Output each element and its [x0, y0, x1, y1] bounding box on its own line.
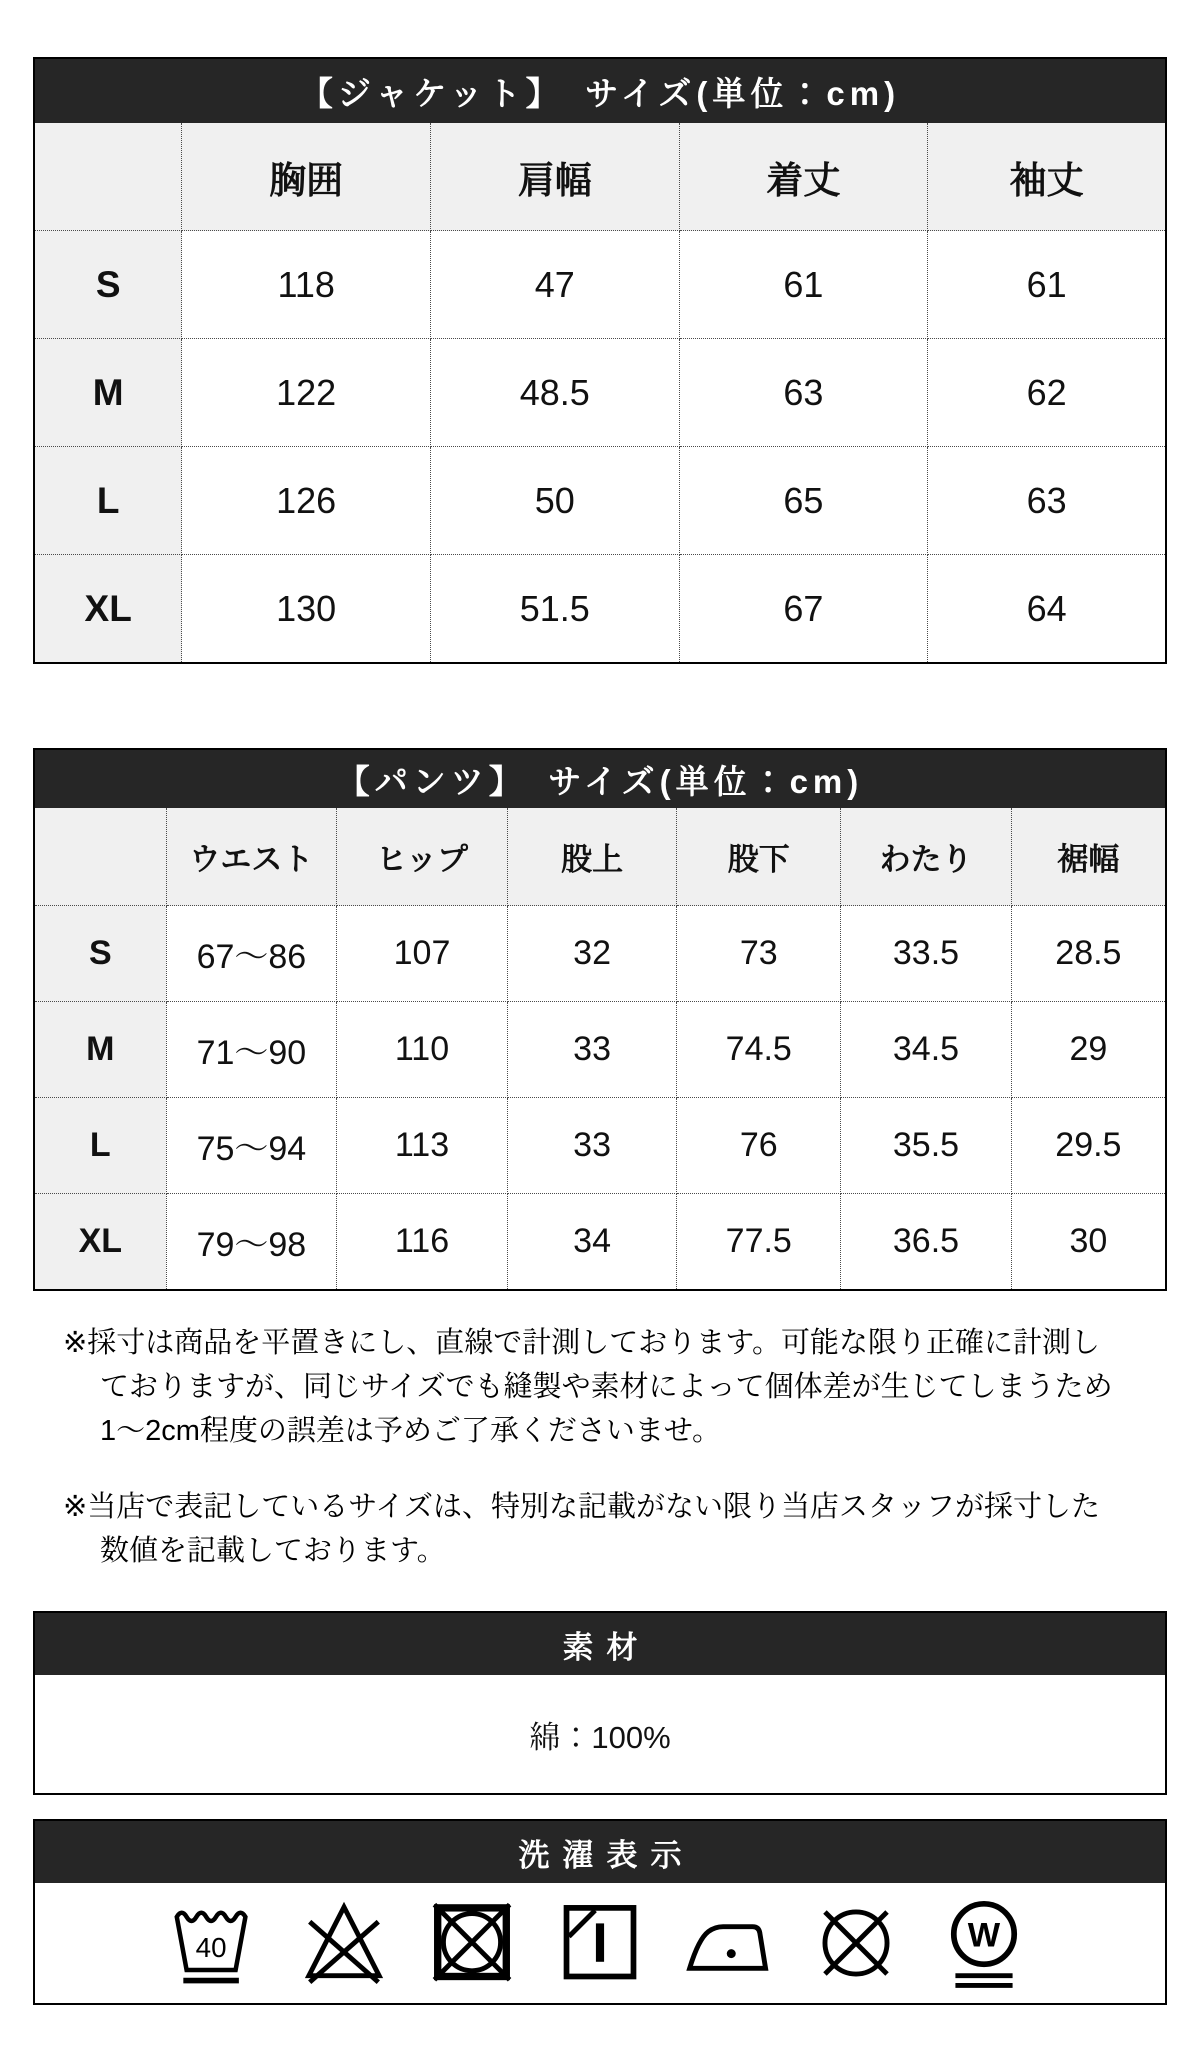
material-title: 素材 — [35, 1613, 1165, 1675]
column-header-thigh: わたり — [841, 808, 1012, 906]
size-cell: 110 — [337, 1002, 508, 1098]
pants-row-m — [35, 1002, 1165, 1098]
wash-temp-label: 40 — [195, 1931, 227, 1963]
row-label: S — [35, 231, 182, 339]
size-cell: 62 — [928, 339, 1165, 447]
size-cell: 61 — [928, 231, 1165, 339]
row-label: M — [35, 1002, 166, 1098]
row-label: M — [35, 339, 182, 447]
size-cell: 61 — [679, 231, 928, 339]
wet-clean-letter: W — [967, 1916, 1001, 1955]
size-cell: 32 — [507, 906, 677, 1002]
size-cell: 35.5 — [841, 1098, 1012, 1194]
column-header-rise: 股上 — [507, 808, 677, 906]
size-cell: 33.5 — [841, 906, 1012, 1002]
size-cell: 65 — [679, 447, 928, 555]
pants-header-row — [35, 808, 1165, 906]
pants-size-panel — [33, 748, 1167, 1291]
size-cell: 71～90 — [166, 1002, 337, 1098]
row-label: L — [35, 447, 182, 555]
jacket-row-l — [35, 447, 1165, 555]
laundry-panel — [33, 1819, 1167, 2005]
do-not-bleach-icon — [299, 1894, 389, 1992]
column-header-shoulder: 肩幅 — [430, 123, 679, 231]
line-dry-in-shade-icon — [555, 1894, 645, 1992]
note-line: ※当店で表記しているサイズは、特別な記載がない限り当店スタッフが採寸した — [63, 1491, 1100, 1523]
row-label: XL — [35, 1194, 166, 1290]
size-cell: 30 — [1011, 1194, 1165, 1290]
size-cell: 50 — [430, 447, 679, 555]
column-header-length: 着丈 — [679, 123, 928, 231]
jacket-size-panel — [33, 57, 1167, 664]
do-not-dry-clean-icon — [811, 1894, 901, 1992]
size-cell: 64 — [928, 555, 1165, 663]
size-cell: 79～98 — [166, 1194, 337, 1290]
jacket-size-table — [35, 123, 1165, 662]
column-header-hip: ヒップ — [337, 808, 508, 906]
note-staff-measured — [63, 1485, 1157, 1573]
iron-low-heat-icon — [683, 1894, 773, 1992]
size-cell: 73 — [677, 906, 841, 1002]
note-line: ※採寸は商品を平置きにし、直線で計測しております。可能な限り正確に計測し — [63, 1327, 1100, 1359]
pants-row-s — [35, 906, 1165, 1002]
jacket-row-s — [35, 231, 1165, 339]
wet-clean-gentle-icon — [939, 1894, 1029, 1992]
note-measurement-accuracy — [63, 1321, 1157, 1453]
jacket-header-row — [35, 123, 1165, 231]
size-cell: 76 — [677, 1098, 841, 1194]
size-cell: 126 — [182, 447, 431, 555]
pants-table-title: 【パンツ】 サイズ(単位：cm) — [35, 750, 1165, 808]
jacket-row-m — [35, 339, 1165, 447]
size-cell: 51.5 — [430, 555, 679, 663]
pants-row-l — [35, 1098, 1165, 1194]
size-cell: 130 — [182, 555, 431, 663]
size-cell: 33 — [507, 1002, 677, 1098]
size-cell: 77.5 — [677, 1194, 841, 1290]
size-cell: 29.5 — [1011, 1098, 1165, 1194]
note-line: 数値を記載しております。 — [100, 1535, 446, 1567]
size-cell: 36.5 — [841, 1194, 1012, 1290]
care-symbols-row — [35, 1883, 1165, 2003]
size-cell: 34.5 — [841, 1002, 1012, 1098]
laundry-title: 洗濯表示 — [35, 1821, 1165, 1883]
material-value: 綿：100% — [529, 1719, 671, 1755]
size-cell: 67 — [679, 555, 928, 663]
size-cell: 67～86 — [166, 906, 337, 1002]
jacket-table-title: 【ジャケット】 サイズ(単位：cm) — [35, 59, 1165, 123]
column-header-hem: 裾幅 — [1011, 808, 1165, 906]
size-cell: 75～94 — [166, 1098, 337, 1194]
size-cell: 48.5 — [430, 339, 679, 447]
measurement-notes — [63, 1321, 1157, 1573]
column-header-waist: ウエスト — [166, 808, 337, 906]
row-label: S — [35, 906, 166, 1002]
row-label: XL — [35, 555, 182, 663]
machine-wash-40-icon — [171, 1894, 261, 1992]
size-cell: 63 — [928, 447, 1165, 555]
do-not-tumble-dry-icon — [427, 1894, 517, 1992]
corner-cell — [35, 123, 182, 231]
size-cell: 47 — [430, 231, 679, 339]
size-cell: 74.5 — [677, 1002, 841, 1098]
note-line: 1～2cm程度の誤差は予めご了承くださいませ。 — [100, 1415, 722, 1447]
size-cell: 33 — [507, 1098, 677, 1194]
corner-cell — [35, 808, 166, 906]
size-cell: 113 — [337, 1098, 508, 1194]
jacket-row-xl — [35, 555, 1165, 663]
column-header-inseam: 股下 — [677, 808, 841, 906]
size-cell: 29 — [1011, 1002, 1165, 1098]
size-cell: 116 — [337, 1194, 508, 1290]
pants-row-xl — [35, 1194, 1165, 1290]
size-cell: 107 — [337, 906, 508, 1002]
size-cell: 63 — [679, 339, 928, 447]
content-column — [33, 0, 1167, 2005]
size-cell: 118 — [182, 231, 431, 339]
material-panel — [33, 1611, 1167, 1795]
column-header-chest: 胸囲 — [182, 123, 431, 231]
note-line: ておりますが、同じサイズでも縫製や素材によって個体差が生じてしまうため — [100, 1371, 1113, 1403]
column-header-sleeve: 袖丈 — [928, 123, 1165, 231]
size-cell: 28.5 — [1011, 906, 1165, 1002]
row-label: L — [35, 1098, 166, 1194]
pants-size-table — [35, 808, 1165, 1289]
size-cell: 122 — [182, 339, 431, 447]
size-cell: 34 — [507, 1194, 677, 1290]
